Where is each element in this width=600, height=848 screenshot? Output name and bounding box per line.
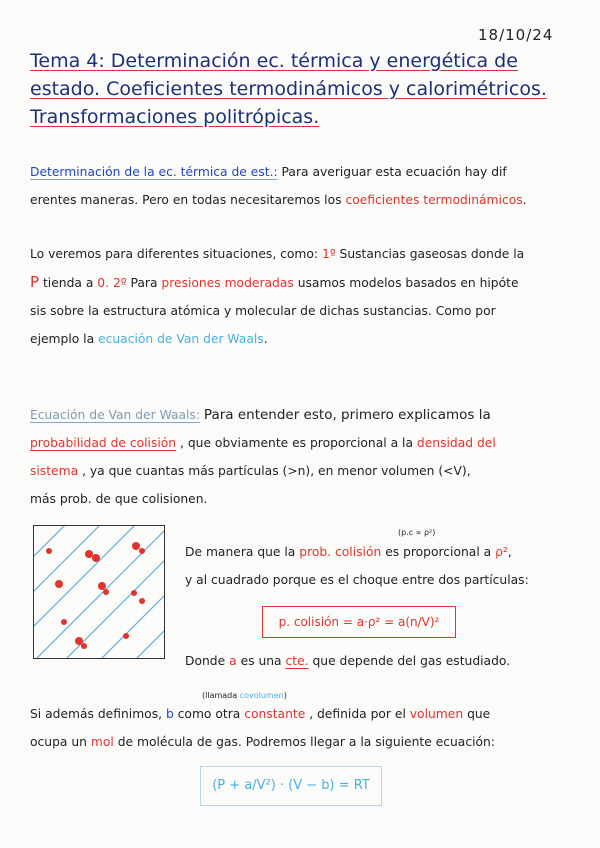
title-line-1 (30, 50, 518, 72)
section3-l3-a: , ya que cuantas más partículas (>n), en menor volumen (<V), (82, 464, 471, 478)
section4-l1-highlight: constante (244, 707, 306, 721)
van-der-waals-equation: (P + a/V²) · (V − b) = RT (212, 778, 370, 793)
section4-l1-d: , definida por el (309, 707, 406, 721)
covolumen-note-b: covolumen (239, 691, 284, 700)
collision-l1-b: es proporcional a (385, 545, 492, 559)
section1-heading: Determinación de la ec. térmica de est.: (30, 165, 278, 179)
section2-line-3 (30, 297, 575, 325)
section2-l2-zero: 0. (97, 276, 110, 290)
covolumen-note-a: (llamada (202, 691, 238, 700)
particle (92, 554, 100, 562)
title-line-3 (30, 106, 319, 128)
section4-l1-e: que (467, 707, 491, 721)
section2-l4-end: . (263, 332, 268, 346)
section2-line-2 (30, 268, 575, 297)
particle (139, 598, 145, 604)
constant-l3-a: Donde (185, 654, 226, 668)
collision-note: (p.c ∝ ρ²) (398, 528, 436, 537)
title-text-1: Tema 4: Determinación ec. térmica y energética de (30, 50, 518, 72)
section4-line-2 (30, 728, 575, 756)
section2-line-1 (30, 240, 575, 268)
section3-line-3 (30, 457, 575, 485)
section1-line-2 (30, 186, 575, 214)
section2-line-4 (30, 325, 575, 353)
collision-formula: p. colisión = a·ρ² = a(n/V)² (278, 615, 440, 629)
section2-l4-highlight: ecuación de Van der Waals (98, 332, 264, 346)
title-line-2 (30, 78, 547, 100)
collision-line-2 (185, 566, 575, 594)
section4-l1-b-var: b (165, 707, 174, 721)
collision-l1-rho: ρ² (495, 545, 508, 559)
section4-l2-b: de molécula de gas. Podremos llegar a la siguiente ecuación: (117, 735, 495, 749)
collision-l1-a: De manera que la (185, 545, 296, 559)
particle (85, 550, 93, 558)
section3-line-4 (30, 485, 575, 513)
section3-l2-highlight-2: densidad del (416, 436, 496, 450)
section2-l3: sis sobre la estructura atómica y molecular de dichas sustancias. Como por (30, 304, 496, 318)
section2-l2-b: Para (130, 276, 158, 290)
section3-heading: Ecuación de Van der Waals: (30, 408, 200, 422)
constant-l3-b: es una (240, 654, 282, 668)
particle (132, 542, 140, 550)
particle-diagram-svg (34, 526, 164, 658)
particle (98, 582, 106, 590)
section4-l2-a: ocupa un (30, 735, 87, 749)
section3-line-1 (30, 401, 575, 429)
collision-l1-end: , (507, 545, 512, 559)
particle (55, 580, 63, 588)
section1-end: . (522, 193, 527, 207)
particle (46, 548, 52, 554)
section3-l1-b: Para entender esto, primero explicamos la (203, 407, 491, 423)
section3-l2-a: , que obviamente es proporcional a la (180, 436, 413, 450)
section2-l2-num: 2º (112, 276, 127, 290)
section1-text-b: erentes maneras. Pero en todas necesitaremos los (30, 193, 342, 207)
constant-l3-c: que depende del gas estudiado. (312, 654, 511, 668)
section1-text-a: Para averiguar esta ecuación hay dif (281, 165, 507, 179)
particle (81, 643, 87, 649)
section-situaciones (30, 240, 575, 353)
section2-l2-highlight: presiones moderadas (161, 276, 294, 290)
section4-l1-c: como otra (177, 707, 241, 721)
covolumen-note (202, 691, 287, 700)
collision-line-1 (185, 538, 575, 566)
section-van-der-waals (30, 401, 575, 513)
collision-l2: y al cuadrado porque es el choque entre dos partículas: (185, 573, 529, 587)
section2-l2-c: usamos modelos basados en hipóte (297, 276, 519, 290)
van-der-waals-equation-box (200, 766, 382, 806)
section3-line-2 (30, 429, 575, 457)
particle (139, 548, 145, 554)
particle (131, 590, 137, 596)
section2-l1-a: Lo veremos para diferentes situaciones, como: (30, 247, 319, 261)
section2-l2-p: P (30, 273, 40, 291)
section3-l4: más prob. de que colisionen. (30, 492, 208, 506)
section1-highlight: coeficientes termodinámicos (345, 193, 523, 207)
section3-l3-highlight: sistema (30, 464, 79, 478)
particle (75, 637, 83, 645)
section-covolumen (30, 700, 575, 756)
title-text-3: Transformaciones politrópicas. (30, 106, 320, 128)
particle (61, 619, 67, 625)
collision-explanation (185, 538, 575, 594)
section3-l2-highlight: probabilidad de colisión (30, 436, 177, 450)
title-text-2: estado. Coeficientes termodinámicos y calorimétricos. (30, 78, 547, 100)
section4-l1-a: Si además definimos, (30, 707, 163, 721)
section4-l2-highlight: mol (90, 735, 114, 749)
collision-l1-highlight: prob. colisión (299, 545, 382, 559)
section2-l2-a: tienda a (42, 276, 94, 290)
section2-l4-a: ejemplo la (30, 332, 95, 346)
section2-l1-num: 1º (322, 247, 336, 261)
section-determinacion (30, 158, 575, 214)
date: 18/10/24 (478, 26, 554, 44)
constant-l3-var: a (229, 654, 237, 668)
collision-formula-box (262, 606, 456, 638)
constant-a-line (185, 647, 575, 675)
particle-diagram (33, 525, 165, 659)
section1-line-1 (30, 158, 575, 186)
section4-l1-highlight-2: volumen (409, 707, 464, 721)
particle (103, 589, 109, 595)
covolumen-note-c: ) (283, 691, 287, 700)
section2-l1-b: Sustancias gaseosas donde la (339, 247, 525, 261)
particle (123, 633, 129, 639)
diagonal-lines (34, 526, 164, 658)
section4-line-1 (30, 700, 575, 728)
constant-l3-cte: cte. (285, 654, 309, 668)
